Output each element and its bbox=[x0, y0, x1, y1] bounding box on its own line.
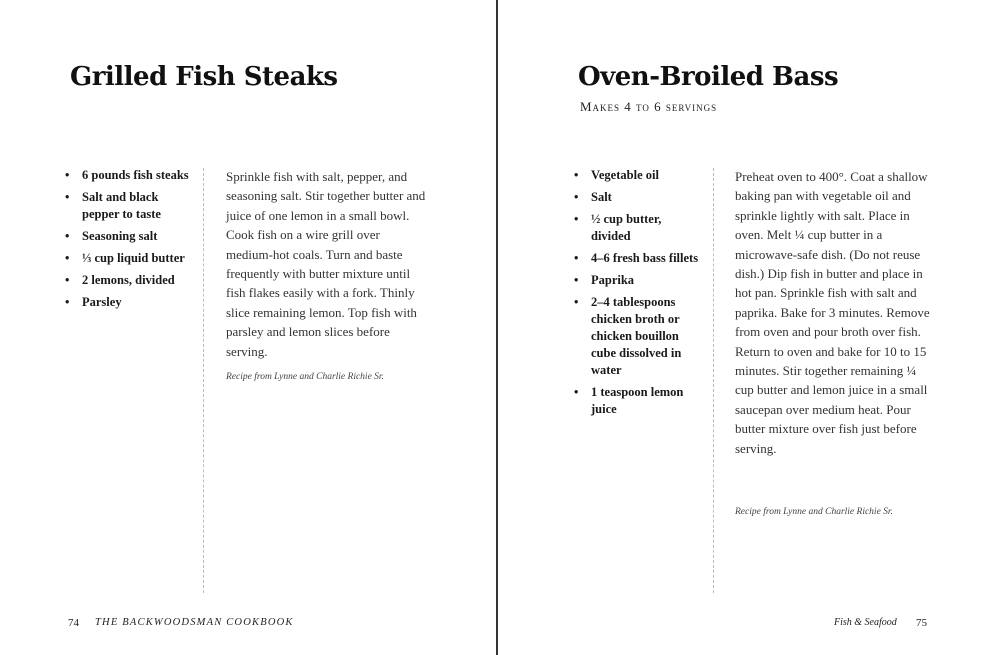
ingredient-item: • 1 teaspoon lemon juice bbox=[574, 384, 699, 418]
recipe-instructions: Preheat oven to 400°. Coat a shallow baking pan with vegetable oil and sprinkle lightly with salt. Place in oven. Melt ¼ cup butter in a microwave-safe dish. (Do not reuse dish.) Dip fish in butter and place in hot pan. Sprinkle fish with salt and paprika. Bake for 3 minutes. Remove from oven and pour broth over fish. Return to oven and bake for 10 to 15 minutes. Stir together remaining ¼ cup butter and lemon juice in a small saucepan over medium heat. Pour butter mixture over fish just before serving. bbox=[735, 169, 930, 456]
recipe-instructions: Sprinkle fish with salt, pepper, and seasoning salt. Stir together butter and juice of one lemon in a small bowl. Cook fish on a wire grill over medium-hot coals. Turn and baste frequently with butter mixture until fish flakes easily with a fork. Thinly slice remaining lemon. Top fish with parsley and lemon slices before serving. bbox=[226, 169, 426, 359]
right-page bbox=[498, 0, 995, 655]
ingredient-item: • 6 pounds fish steaks bbox=[65, 167, 195, 184]
page-number: 74 bbox=[68, 617, 79, 629]
column-divider bbox=[713, 168, 714, 593]
ingredient-item: • Salt and black pepper to taste bbox=[65, 189, 195, 223]
ingredient-item: • ½ cup butter, divided bbox=[574, 211, 699, 245]
ingredient-item: • Seasoning salt bbox=[65, 228, 195, 245]
recipe-credit: Recipe from Lynne and Charlie Richie Sr. bbox=[735, 507, 893, 517]
recipe-credit: Recipe from Lynne and Charlie Richie Sr. bbox=[226, 372, 384, 382]
servings-note: Makes 4 to 6 servings bbox=[580, 99, 718, 114]
ingredient-item: • Paprika bbox=[574, 272, 699, 289]
left-page bbox=[0, 0, 496, 655]
ingredient-item: • 4–6 fresh bass fillets bbox=[574, 250, 699, 267]
ingredient-item: • 2–4 tablespoons chicken broth or chicken bouillon cube dissolved in water bbox=[574, 294, 699, 379]
ingredient-item: • Salt bbox=[574, 189, 699, 206]
running-title: THE BACKWOODSMAN COOKBOOK bbox=[95, 617, 294, 628]
column-divider bbox=[203, 168, 204, 593]
recipe-title: Grilled Fish Steaks bbox=[70, 62, 338, 92]
ingredient-list bbox=[65, 167, 195, 316]
ingredient-item: • Parsley bbox=[65, 294, 195, 311]
ingredient-list bbox=[574, 167, 699, 423]
ingredient-item: • Vegetable oil bbox=[574, 167, 699, 184]
page-number: 75 bbox=[916, 617, 927, 629]
ingredient-item: • ⅓ cup liquid butter bbox=[65, 250, 195, 267]
section-title: Fish & Seafood bbox=[834, 617, 897, 628]
ingredient-item: • 2 lemons, divided bbox=[65, 272, 195, 289]
recipe-title: Oven-Broiled Bass bbox=[578, 62, 839, 92]
